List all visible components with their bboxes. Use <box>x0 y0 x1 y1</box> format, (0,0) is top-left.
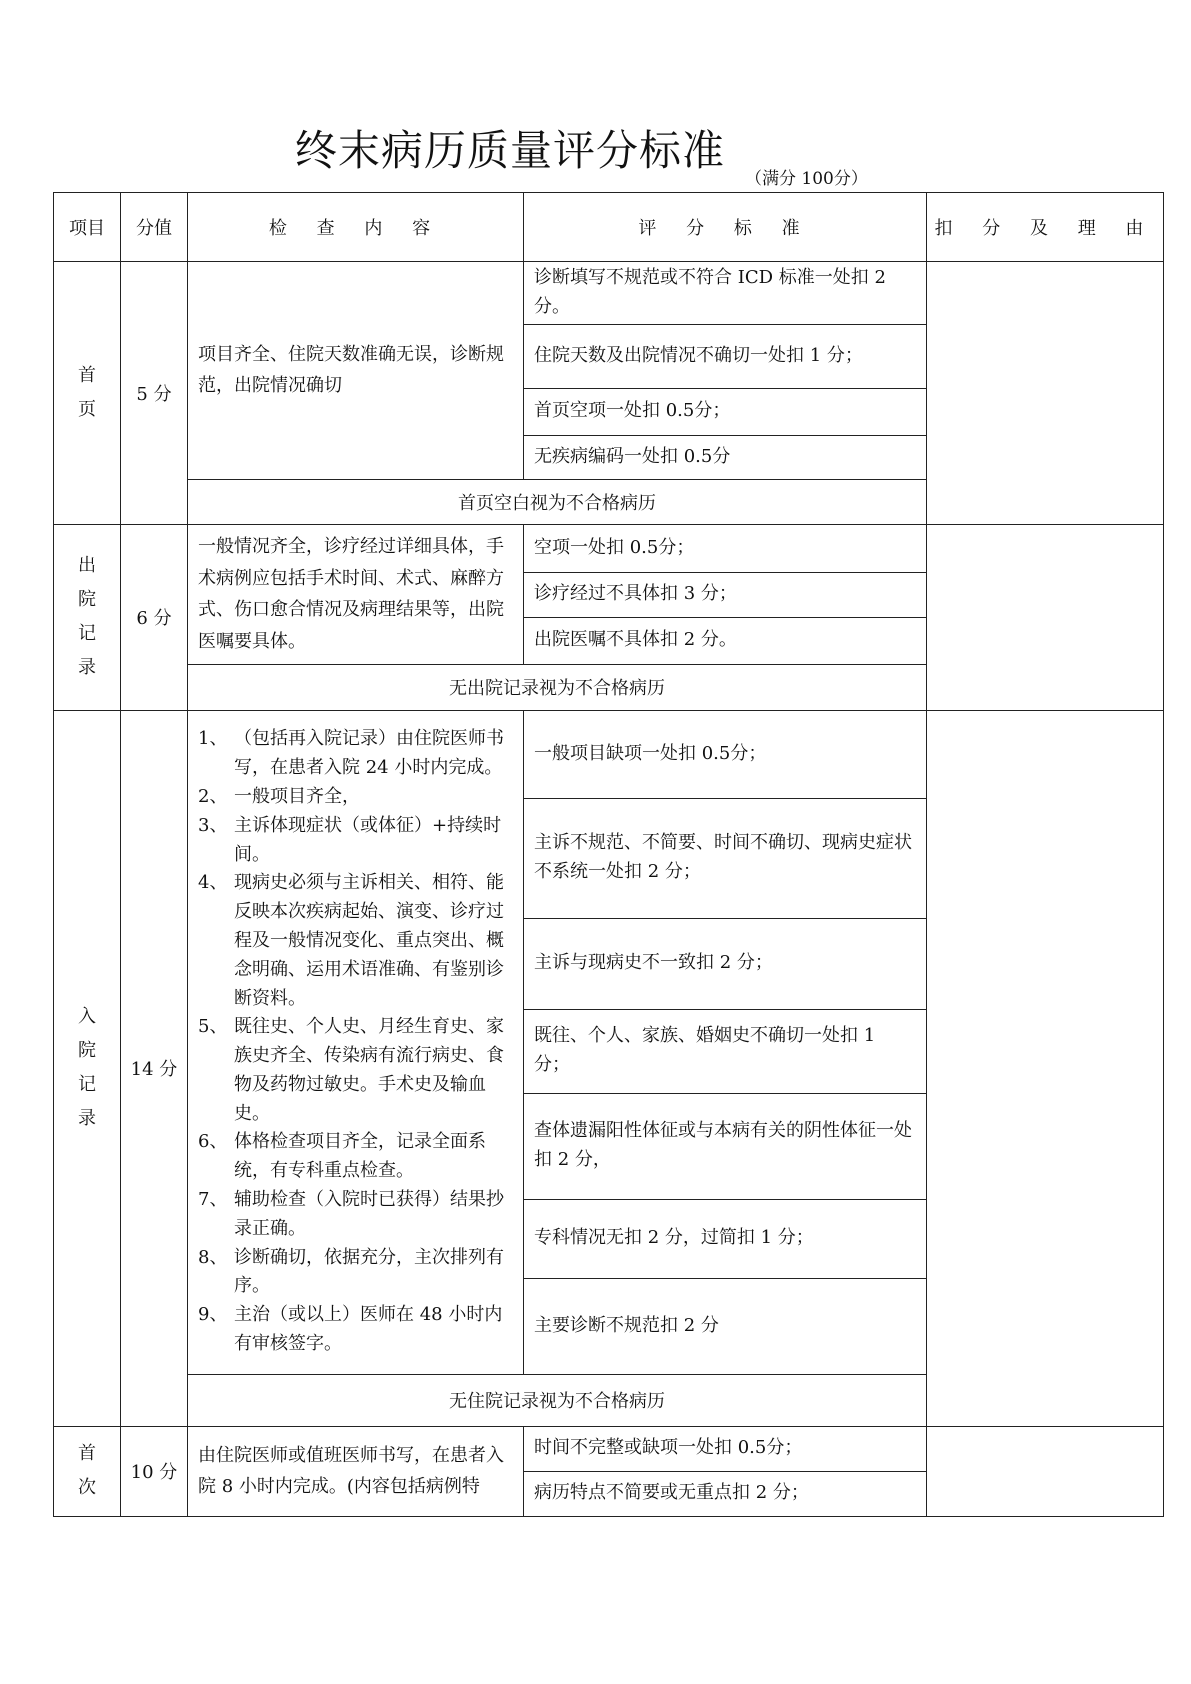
header-standard: 评 分 标 准 <box>524 193 927 262</box>
requirement-number: 7、 <box>198 1189 228 1211</box>
admission-requirement-item <box>198 1013 513 1128</box>
admission-standard-7: 主要诊断不规范扣 2 分 <box>524 1278 927 1374</box>
requirement-number: 2、 <box>198 785 228 807</box>
homepage-item-cell <box>54 262 121 525</box>
requirement-text: 诊断确切，依据充分，主次排列有序。 <box>234 1246 504 1297</box>
homepage-row-1 <box>54 262 1164 325</box>
admission-item-cell <box>54 710 121 1426</box>
admission-score: 14 分 <box>121 710 188 1426</box>
header-score: 分值 <box>121 193 188 262</box>
discharge-item-cell <box>54 524 121 710</box>
requirement-text: 既往史、个人史、月经生育史、家族史齐全、传染病有流行病史、食物及药物过敏史。手术史及输血史。 <box>234 1016 504 1124</box>
requirement-text: （包括再入院记录）由住院医师书写，在患者入院 24 小时内完成。 <box>234 728 504 779</box>
requirement-text: 体格检查项目齐全，记录全面系统，有专科重点检查。 <box>234 1131 486 1182</box>
discharge-item-label: 出院记录 <box>78 554 96 679</box>
requirement-number: 6、 <box>198 1131 228 1153</box>
admission-requirement-item <box>198 725 513 783</box>
requirement-number: 9、 <box>198 1304 228 1326</box>
admission-standard-3: 主诉与现病史不一致扣 2 分； <box>524 918 927 1009</box>
first-standard-2: 病历特点不简要或无重点扣 2 分； <box>524 1471 927 1516</box>
first-content: 由住院医师或值班医师书写，在患者入院 8 小时内完成。(内容包括病例特 <box>188 1426 524 1516</box>
table-header-row <box>54 193 1164 262</box>
admission-row-1 <box>54 710 1164 798</box>
header-deduction: 扣 分 及 理 由 <box>927 193 1164 262</box>
admission-requirement-item <box>198 1186 513 1244</box>
admission-requirement-item <box>198 1244 513 1302</box>
requirement-text: 现病史必须与主诉相关、相符、能反映本次疾病起始、演变、诊疗过程及一般情况变化、重点突出、概念明确、运用术语准确、有鉴别诊断资料。 <box>234 872 504 1009</box>
page-title: 终末病历质量评分标准 <box>295 126 726 175</box>
first-item-label: 首次 <box>78 1442 96 1499</box>
homepage-standard-1: 诊断填写不规范或不符合 ICD 标准一处扣 2 分。 <box>524 262 927 325</box>
homepage-standard-3: 首页空项一处扣 0.5分； <box>524 388 927 435</box>
admission-standard-1: 一般项目缺项一处扣 0.5分； <box>524 710 927 798</box>
requirement-number: 3、 <box>198 814 228 836</box>
admission-requirement-item <box>198 783 513 812</box>
scoring-table <box>53 192 1164 1517</box>
admission-standard-2: 主诉不规范、不简要、时间不确切、现病史症状不系统一处扣 2 分； <box>524 798 927 918</box>
discharge-standard-2: 诊疗经过不具体扣 3 分； <box>524 572 927 617</box>
admission-requirement-item <box>198 869 513 1013</box>
admission-requirement-list <box>198 725 513 1359</box>
requirement-number: 1、 <box>198 728 228 750</box>
discharge-standard-1: 空项一处扣 0.5分； <box>524 524 927 572</box>
admission-item-label: 入院记录 <box>78 1005 96 1130</box>
first-standard-1: 时间不完整或缺项一处扣 0.5分； <box>524 1426 927 1471</box>
discharge-fail-note: 无出院记录视为不合格病历 <box>188 664 927 710</box>
page-subtitle: （满分 100分） <box>745 169 868 189</box>
homepage-item-label: 首页 <box>78 364 96 420</box>
admission-fail-note: 无住院记录视为不合格病历 <box>188 1374 927 1426</box>
admission-deduction-cell[interactable] <box>927 710 1164 1426</box>
requirement-number: 4、 <box>198 872 228 894</box>
first-row-1 <box>54 1426 1164 1471</box>
admission-requirement-item <box>198 812 513 870</box>
first-item-cell <box>54 1426 121 1516</box>
requirement-number: 8、 <box>198 1246 228 1268</box>
homepage-content: 项目齐全、住院天数准确无误，诊断规范，出院情况确切 <box>188 262 524 480</box>
requirement-text: 辅助检查（入院时已获得）结果抄录正确。 <box>234 1189 504 1239</box>
discharge-deduction-cell[interactable] <box>927 524 1164 710</box>
first-deduction-cell[interactable] <box>927 1426 1164 1516</box>
homepage-fail-note: 首页空白视为不合格病历 <box>188 479 927 524</box>
admission-content <box>188 710 524 1374</box>
admission-requirement-item <box>198 1301 513 1359</box>
requirement-text: 主诉体现症状（或体征）+持续时间。 <box>234 814 502 865</box>
header-content: 检 查 内 容 <box>188 193 524 262</box>
discharge-row-1 <box>54 524 1164 572</box>
homepage-deduction-cell[interactable] <box>927 262 1164 525</box>
discharge-standard-3: 出院医嘱不具体扣 2 分。 <box>524 617 927 664</box>
discharge-content: 一般情况齐全，诊疗经过详细具体，手术病例应包括手术时间、术式、麻醉方式、伤口愈合情况及病理结果等，出院医嘱要具体。 <box>188 524 524 664</box>
homepage-score: 5 分 <box>121 262 188 525</box>
homepage-standard-4: 无疾病编码一处扣 0.5分 <box>524 435 927 479</box>
requirement-text: 主治（或以上）医师在 48 小时内有审核签字。 <box>234 1304 503 1355</box>
admission-standard-6: 专科情况无扣 2 分，过简扣 1 分； <box>524 1199 927 1278</box>
requirement-number: 5、 <box>198 1016 228 1038</box>
admission-requirement-item <box>198 1128 513 1186</box>
homepage-standard-2: 住院天数及出院情况不确切一处扣 1 分； <box>524 324 927 388</box>
discharge-score: 6 分 <box>121 524 188 710</box>
header-item: 项目 <box>54 193 121 262</box>
first-score: 10 分 <box>121 1426 188 1516</box>
admission-standard-4: 既往、个人、家族、婚姻史不确切一处扣 1 分； <box>524 1009 927 1093</box>
admission-standard-5: 查体遗漏阳性体征或与本病有关的阴性体征一处扣 2 分， <box>524 1093 927 1199</box>
requirement-text: 一般项目齐全， <box>234 785 360 807</box>
